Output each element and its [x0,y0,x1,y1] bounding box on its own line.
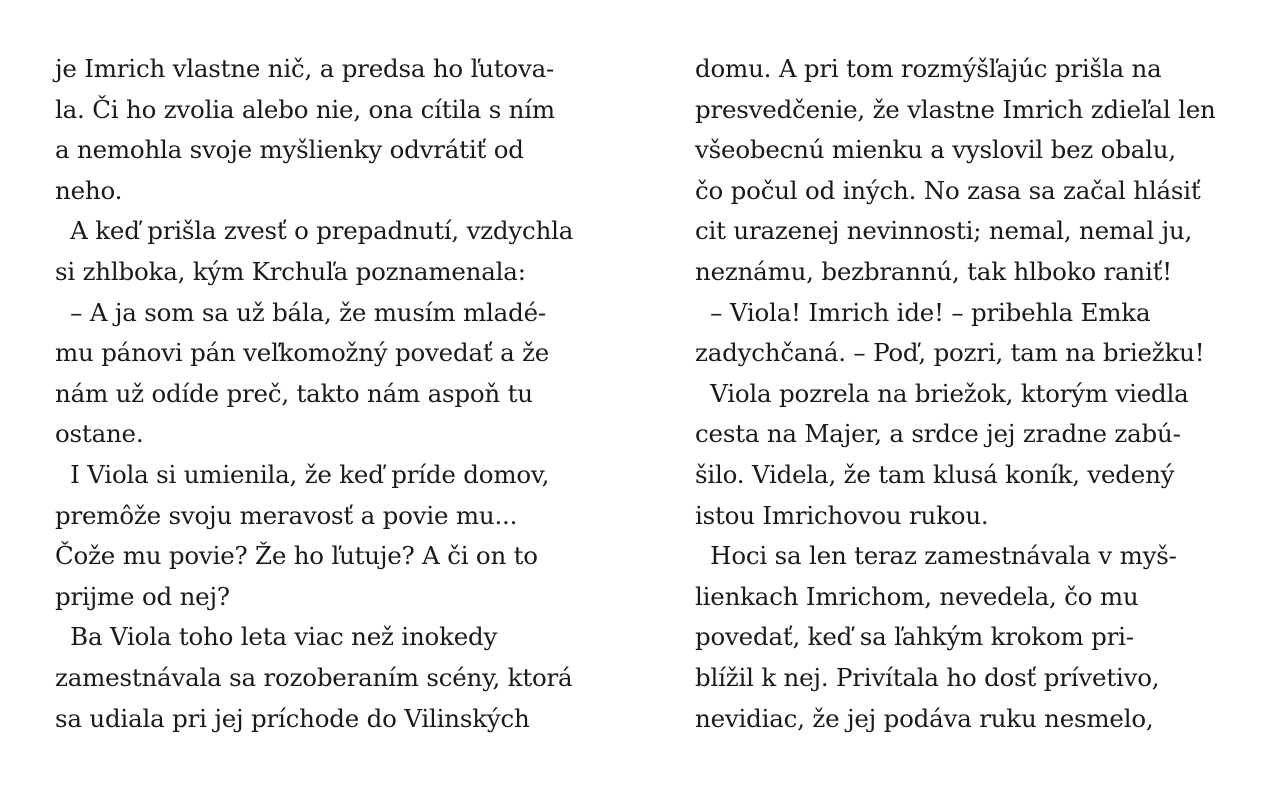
text-line: prijme od nej? [55,581,230,611]
text-line: blížil k nej. Privítala ho dosť prívetivo, [695,662,1160,692]
text-line: – A ja som sa už bála, že musím mladé- [55,297,546,327]
text-line: cesta na Majer, a srdce jej zradne zabú- [695,419,1181,449]
text-line: Viola pozrela na briežok, ktorým viedla [695,378,1189,408]
text-line: Hoci sa len teraz zamestnávala v myš- [695,541,1177,571]
text-line: premôže svoju meravosť a povie mu... [55,500,518,530]
text-line: ostane. [55,419,144,449]
right-page-text [695,49,1255,739]
text-line: neho. [55,175,123,205]
text-line: nevidiac, že jej podáva ruku nesmelo, [695,703,1154,733]
text-line: neznámu, bezbrannú, tak hlboko raniť! [695,256,1172,286]
text-line: Čože mu povie? Že ho ľutuje? A či on to [55,541,538,571]
text-line: povedať, keď sa ľahkým krokom pri- [695,622,1134,652]
left-page-text [55,49,615,739]
text-line: všeobecnú mienku a vyslovil bez obalu, [695,135,1176,165]
text-line: istou Imrichovou rukou. [695,500,989,530]
text-line: nám už odíde preč, takto nám aspoň tu [55,378,533,408]
text-line: a nemohla svoje myšlienky odvrátiť od [55,135,524,165]
text-line: cit urazenej nevinnosti; nemal, nemal ju, [695,216,1193,246]
text-line: si zhlboka, kým Krchuľa poznamenala: [55,256,526,286]
text-line: Ba Viola toho leta viac než inokedy [55,622,498,652]
text-line: presvedčenie, že vlastne Imrich zdieľal len [695,94,1216,124]
text-line: A keď prišla zvesť o prepadnutí, vzdychla [55,216,574,246]
text-line: I Viola si umienila, že keď príde domov, [55,459,550,489]
text-line: mu pánovi pán veľkomožný povedať a že [55,338,550,368]
text-line: zadychčaná. – Poď, pozri, tam na briežku! [695,338,1205,368]
text-line: je Imrich vlastne nič, a predsa ho ľutova- [55,54,555,83]
text-line: sa udiala pri jej príchode do Vilinských [55,703,530,733]
text-line: domu. A pri tom rozmýšľajúc prišla na [695,54,1162,83]
text-line: zamestnávala sa rozoberaním scény, ktorá [55,662,573,692]
text-line: šilo. Videla, že tam klusá koník, vedený [695,459,1175,489]
text-line: la. Či ho zvolia alebo nie, ona cítila s ním [55,94,555,124]
text-line: – Viola! Imrich ide! – pribehla Emka [695,297,1151,327]
text-line: lienkach Imrichom, nevedela, čo mu [695,581,1139,611]
text-line: čo počul od iných. No zasa sa začal hlásiť [695,175,1201,205]
